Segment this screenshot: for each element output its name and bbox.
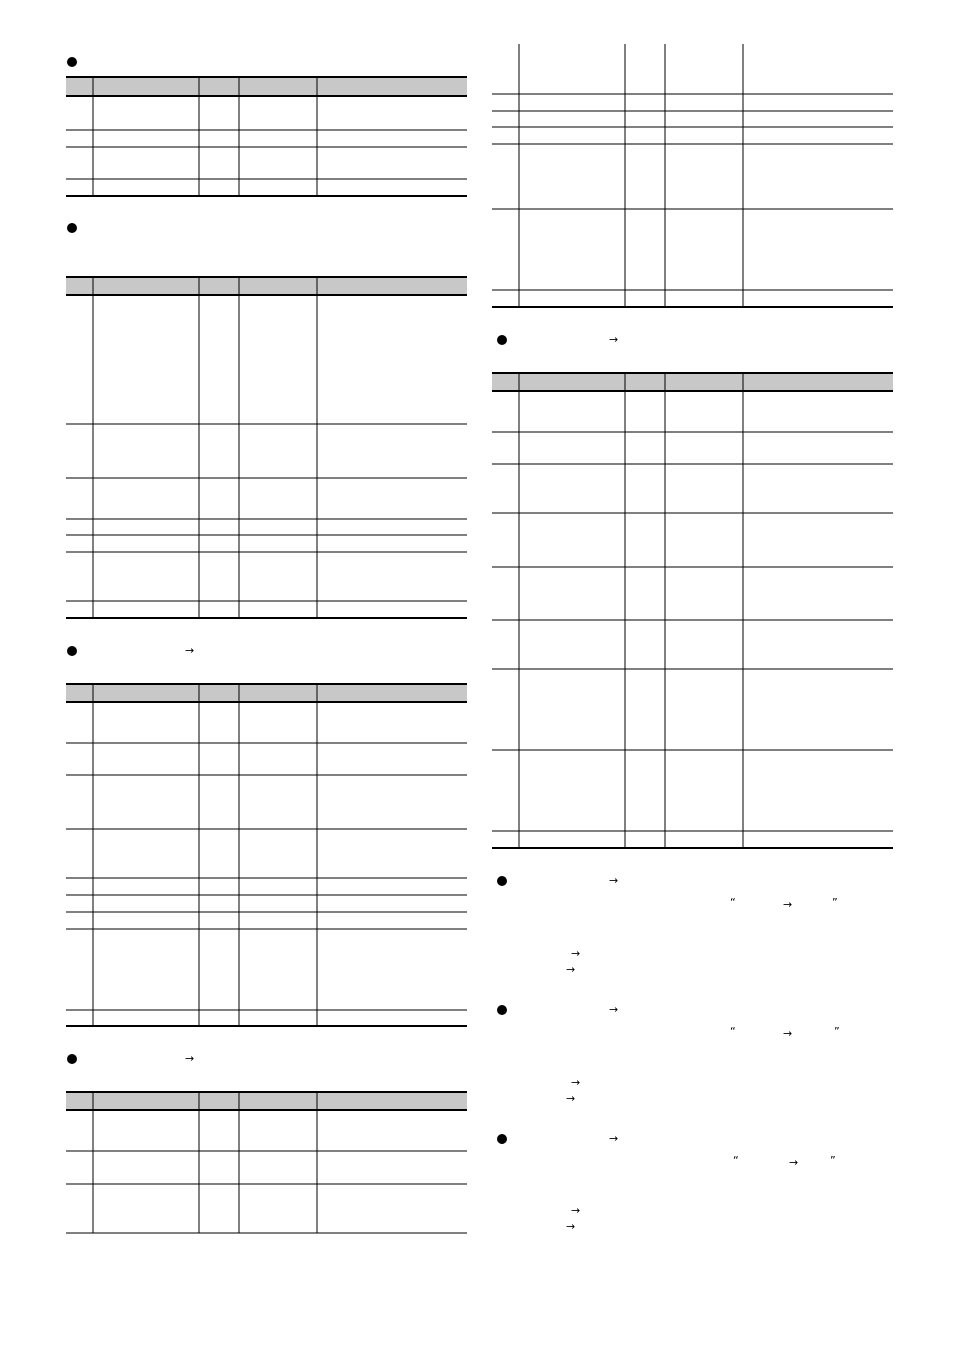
arrow-glyph: →	[609, 1003, 619, 1016]
arrow-glyph: →	[185, 1052, 195, 1065]
close-quote-glyph: ”	[832, 896, 838, 909]
arrow-glyph: →	[609, 1132, 619, 1145]
table-3	[66, 684, 468, 1030]
arrow-glyph: →	[571, 1076, 581, 1089]
arrow-glyph: →	[566, 963, 576, 976]
table-header-row	[66, 1092, 467, 1110]
section-marker-6	[497, 876, 507, 886]
table-5	[492, 373, 894, 853]
arrow-glyph: →	[566, 1220, 576, 1233]
section-marker-3	[67, 646, 77, 656]
table-header-row	[66, 684, 467, 702]
section-marker-2	[67, 223, 77, 233]
arrow-glyph: →	[789, 1156, 799, 1169]
table-header-row	[492, 373, 893, 391]
section-marker-7	[497, 1005, 507, 1015]
section-marker-8	[497, 1134, 507, 1144]
table-4-continued	[492, 44, 894, 310]
arrow-glyph: →	[566, 1092, 576, 1105]
arrow-glyph: →	[571, 1204, 581, 1217]
open-quote-glyph: “	[733, 1154, 739, 1167]
open-quote-glyph: “	[730, 1025, 736, 1038]
arrow-glyph: →	[783, 1027, 793, 1040]
close-quote-glyph: ”	[834, 1025, 840, 1038]
arrow-glyph: →	[185, 644, 195, 657]
table-header-row	[66, 77, 467, 96]
arrow-glyph: →	[571, 947, 581, 960]
open-quote-glyph: “	[730, 896, 736, 909]
section-marker-4	[67, 1054, 77, 1064]
section-marker-1	[67, 57, 77, 67]
close-quote-glyph: ”	[830, 1154, 836, 1167]
arrow-glyph: →	[609, 874, 619, 887]
arrow-glyph: →	[783, 898, 793, 911]
arrow-glyph: →	[609, 333, 619, 346]
table-header-row	[66, 277, 467, 295]
table-2	[66, 277, 468, 622]
section-marker-5	[497, 335, 507, 345]
table-4	[66, 1092, 468, 1237]
table-1	[66, 77, 468, 199]
